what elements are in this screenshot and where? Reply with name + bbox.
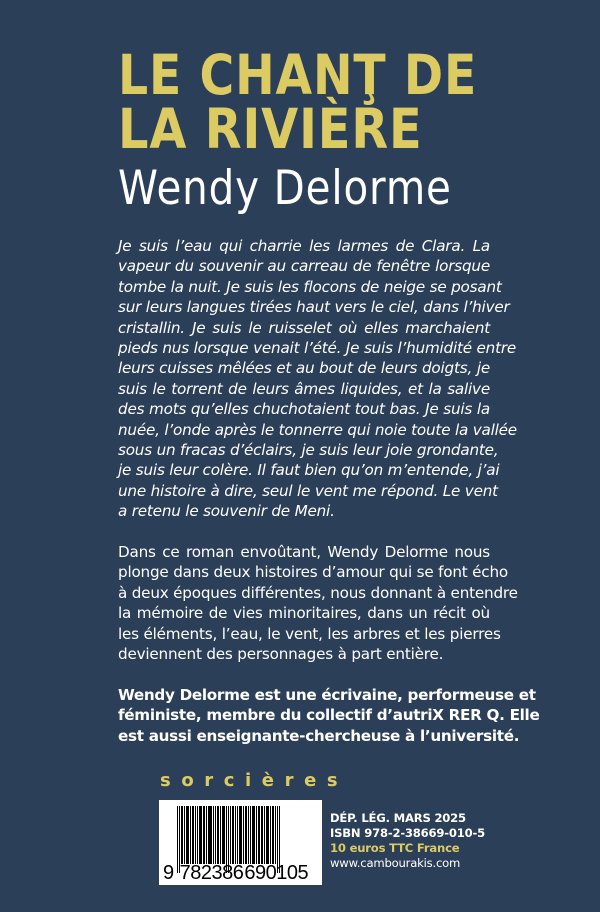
description-line: les éléments, l’eau, le vent, les arbres et les pierres — [118, 624, 501, 643]
legal-deposit: DÉP. LÉG. MARS 2025 — [330, 811, 466, 825]
quote-line: tombe la nuit. Je suis les flocons de neige se posant — [118, 277, 502, 296]
excerpt-quote — [118, 236, 517, 522]
legal-info — [330, 811, 485, 871]
title-line-1: LE CHANŢ DE — [118, 43, 478, 107]
book-title — [118, 43, 493, 161]
quote-line: des mots qu’elles chuchotaient tout bas. Je suis la — [118, 400, 490, 419]
barcode-digits — [163, 863, 308, 883]
quote-line: nuée, l’onde après le tonnerre qui noie toute la vallée — [118, 420, 517, 439]
book-description — [118, 542, 518, 664]
quote-line: suis le torrent de leurs âmes liquides, et la salive — [118, 379, 490, 398]
title-line-2: LA RIVIÈRE — [118, 97, 423, 161]
bio-line: est aussi enseignante-chercheuse à l’université. — [118, 726, 520, 745]
quote-line: pieds nus lorsque venait l’été. Je suis l’humidité entre — [118, 339, 517, 358]
quote-line: a retenu le souvenir de Meni. — [118, 502, 335, 521]
price: 10 euros TTC France — [330, 841, 460, 855]
quote-line: leurs cuisses mêlées et au bout de leurs doigts, je — [118, 359, 490, 378]
description-line: plonge dans deux histoires d’amour qui se font écho — [118, 563, 508, 582]
bio-line: Wendy Delorme est une écrivaine, performeuse et — [118, 686, 536, 704]
quote-line: sous un fracas d’éclairs, je suis leur joie grondante, — [118, 441, 499, 460]
description-line: Dans ce roman envoûtant, Wendy Delorme nous — [118, 543, 490, 561]
description-line: à deux époques différentes, nous donnant à entendre — [118, 583, 518, 602]
description-line: deviennent des personnages à part entière. — [118, 645, 444, 664]
bio-line: féministe, membre du collectif d’autriX RER Q. Elle — [118, 706, 540, 725]
quote-line: je suis leur colère. Il faut bien qu’on m’entende, j’ai — [118, 461, 500, 480]
quote-line: vapeur du souvenir au carreau de fenêtre lorsque — [118, 257, 490, 276]
author-bio — [118, 685, 540, 746]
quote-line: cristallin. Je suis le ruisselet où elles marchaient — [118, 318, 490, 337]
barcode-group-2: 690105 — [244, 862, 309, 884]
collection-imprint: sorcières — [160, 770, 349, 791]
author-name: Wendy Delorme — [118, 161, 452, 216]
description-line: la mémoire de vies minoritaires, dans un récit où — [118, 604, 490, 623]
barcode-first-digit: 9 — [163, 862, 174, 884]
quote-line: Je suis l’eau qui charrie les larmes de Clara. La — [118, 237, 490, 255]
publisher-website: www.cambourakis.com — [330, 856, 461, 870]
isbn-number: ISBN 978-2-38669-010-5 — [330, 826, 485, 840]
quote-line: sur leurs langues tirées haut vers le ciel, dans l’hiver — [118, 298, 510, 317]
isbn-barcode — [159, 800, 322, 885]
barcode-group-1: 782386 — [179, 862, 244, 884]
quote-line: une histoire à dire, seul le vent me répond. Le vent — [118, 481, 498, 500]
